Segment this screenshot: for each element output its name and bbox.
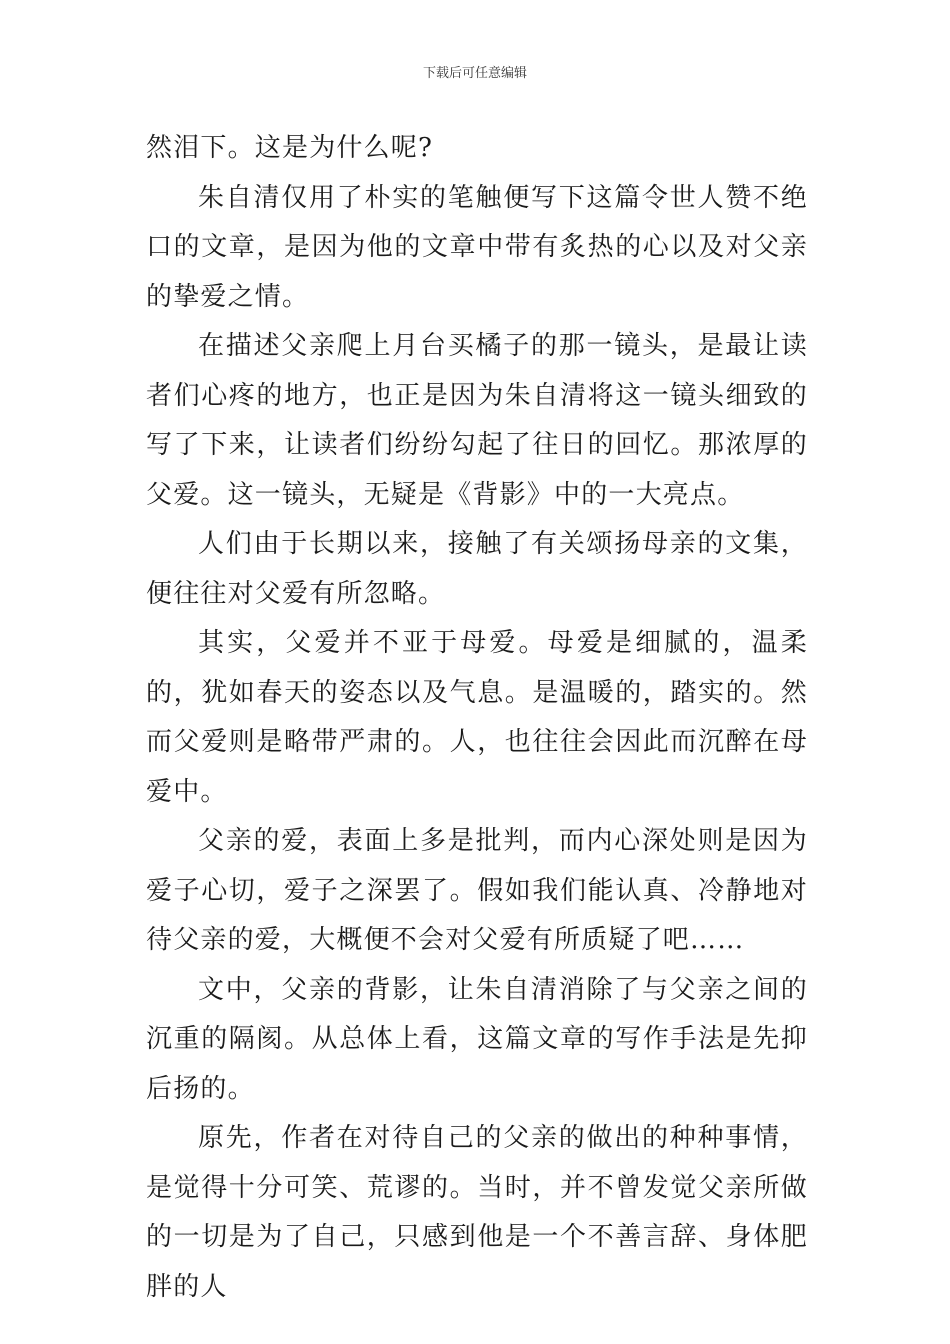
document-body (146, 124, 808, 1312)
paragraph-3: 在描述父亲爬上月台买橘子的那一镜头，是最让读者们心疼的地方，也正是因为朱自清将这一镜头细致的写了下来，让读者们纷纷勾起了往日的回忆。那浓厚的父爱。这一镜头，无疑是《背影》中的一大亮点。 (146, 331, 808, 510)
paragraph-7: 文中，父亲的背影，让朱自清消除了与父亲之间的沉重的隔阂。从总体上看，这篇文章的写作手法是先抑后扬的。 (146, 974, 808, 1104)
paragraph-8: 原先，作者在对待自己的父亲的做出的种种事情，是觉得十分可笑、荒谬的。当时，并不曾发觉父亲所做的一切是为了自己，只感到他是一个不善言辞、身体肥胖的人 (146, 1123, 808, 1302)
paragraph-1: 然泪下。这是为什么呢? (146, 133, 434, 163)
page-header: 下载后可任意编辑 (422, 66, 527, 81)
paragraph-4: 人们由于长期以来，接触了有关颂扬母亲的文集，便往往对父爱有所忽略。 (146, 529, 808, 609)
paragraph-6: 父亲的爱，表面上多是批判，而内心深处则是因为爱子心切，爱子之深罢了。假如我们能认真、冷静地对待父亲的爱，大概便不会对父爱有所质疑了吧…… (146, 826, 808, 955)
paragraph-2: 朱自清仅用了朴实的笔触便写下这篇令世人赞不绝口的文章，是因为他的文章中带有炙热的心以及对父亲的挚爱之情。 (146, 182, 808, 312)
paragraph-5: 其实，父爱并不亚于母爱。母爱是细腻的，温柔的，犹如春天的姿态以及气息。是温暖的，踏实的。然而父爱则是略带严肃的。人，也往往会因此而沉醉在母爱中。 (146, 628, 808, 807)
